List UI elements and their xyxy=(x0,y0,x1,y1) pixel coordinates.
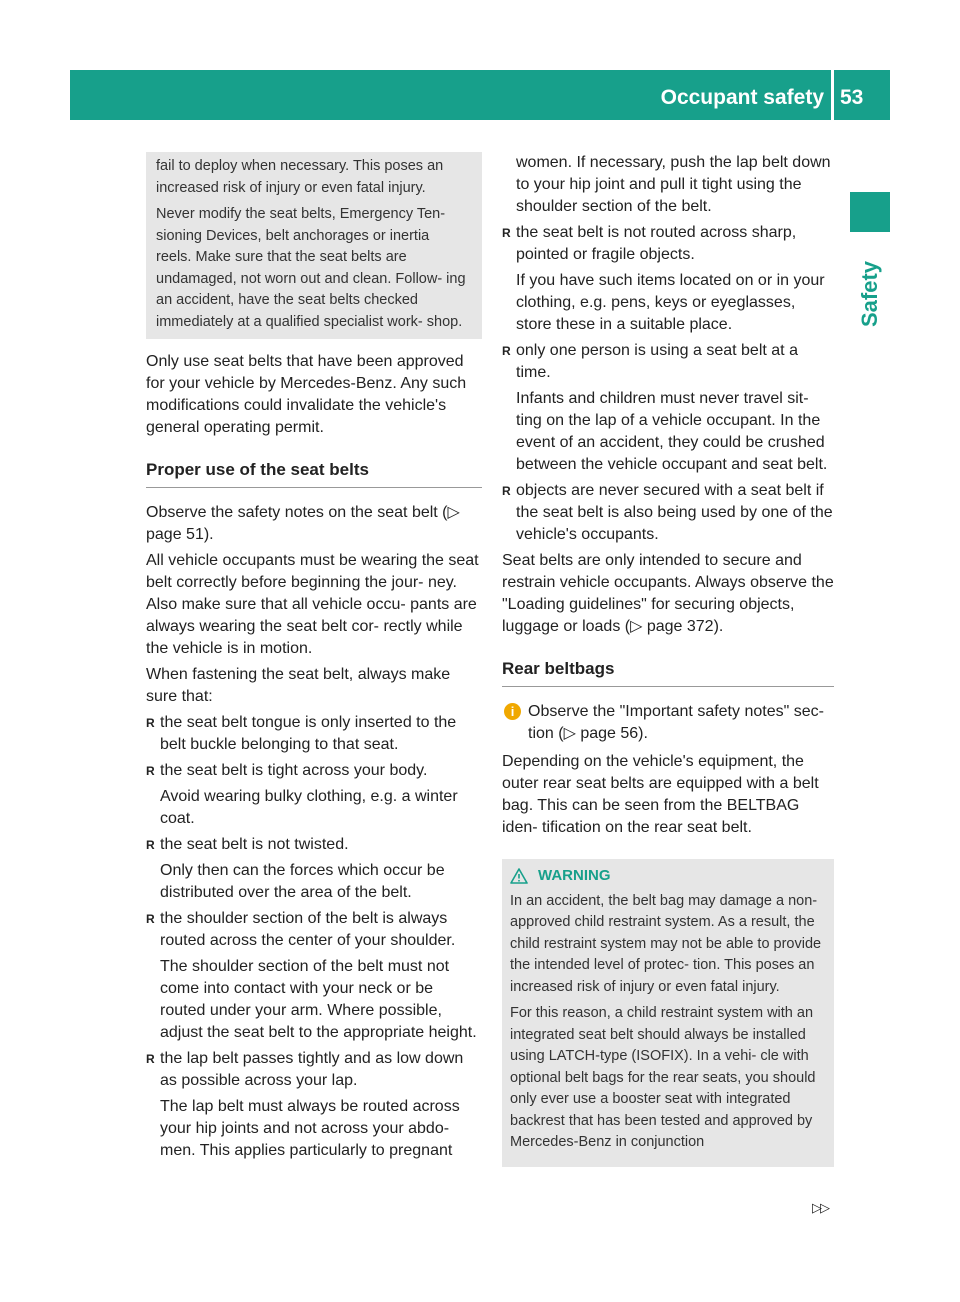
paragraph-depending: Depending on the vehicle's equipment, the outer rear seat belts are equipped with a belt bag. This can be seen from the BELTBAG iden- tification on the rear seat belt. xyxy=(502,753,819,836)
list-item-detail: Only then can the forces which occur be distributed over the area of the belt. xyxy=(160,862,445,901)
section-heading-rear-beltbags: Rear beltbags xyxy=(502,658,834,687)
paragraph-occupants: All vehicle occupants must be wearing the seat belt correctly before beginning the jour- ney. Also make sure that all vehicle occu- pants are always wearing the seat belt cor- rectly while the vehicle is in motion. xyxy=(146,552,479,657)
bullet-marker: R xyxy=(146,1052,155,1066)
list-item xyxy=(146,1048,482,1162)
header-bar xyxy=(70,70,890,120)
bullet-marker: R xyxy=(146,764,155,778)
warning-title: WARNING xyxy=(538,867,611,884)
page-number: 53 xyxy=(840,86,864,109)
paragraph-observe: Observe the safety notes on the seat belt (▷ page 51). xyxy=(146,504,460,543)
header-divider xyxy=(831,70,834,120)
list-item-text: the seat belt is not twisted. xyxy=(160,836,349,853)
paragraph-approved: Only use seat belts that have been approved for your vehicle by Mercedes-Benz. Any such modifications could invalidate the vehicle's general operating permit. xyxy=(146,353,467,436)
side-tab xyxy=(850,244,890,344)
list-item-text: objects are never secured with a seat belt if the seat belt is also being used by one of the vehicle's occupants. xyxy=(516,482,833,543)
list-item-detail: Infants and children must never travel sit- ting on the lap of a vehicle occupant. In the event of an accident, they could be crushed between the vehicle occupant and seat belt. xyxy=(516,390,828,473)
left-column xyxy=(146,152,482,1166)
warning-box xyxy=(502,859,834,1167)
side-tab-marker xyxy=(850,192,890,232)
list-item-text: the seat belt tongue is only inserted to the belt buckle belonging to that seat. xyxy=(160,714,457,753)
bullet-list xyxy=(146,712,482,1162)
paragraph-intended: Seat belts are only intended to secure and restrain vehicle occupants. Always observe the "Loading guidelines" for securing objects, luggage or loads (▷ page 372). xyxy=(502,552,834,635)
list-item xyxy=(502,340,834,476)
list-item xyxy=(146,834,482,904)
list-item-detail: The lap belt must always be routed across your hip joints and not across your abdo- men. This applies particularly to pregnant xyxy=(160,1098,460,1159)
warning-paragraph: For this reason, a child restraint system with an integrated seat belt should always be installed using LATCH-type (ISOFIX). In a vehi- cle with optional belt bags for the rear seats, you should only ever use a booster seat with integrated backrest that has been tested and approved by Mercedes-Benz in conjunction xyxy=(510,1005,816,1150)
bullet-marker: R xyxy=(146,716,155,730)
warning-paragraph: In an accident, the belt bag may damage a non-approved child restraint system. As a result, the child restraint system may not be able to provide the intended level of protec- tion. This poses an increased risk of injury or even fatal injury. xyxy=(510,892,822,995)
warning-header xyxy=(510,865,824,887)
warning-triangle-icon xyxy=(510,868,528,884)
bullet-marker: R xyxy=(146,838,155,852)
list-item-detail: If you have such items located on or in your clothing, e.g. pens, keys or eyeglasses, store these in a suitable place. xyxy=(516,272,825,333)
side-tab-label: Safety xyxy=(857,260,882,328)
section-heading-proper-use: Proper use of the seat belts xyxy=(146,459,482,488)
info-icon: i xyxy=(504,703,521,720)
note-paragraph: fail to deploy when necessary. This poses an increased risk of injury or even fatal injury. xyxy=(156,158,444,196)
list-item xyxy=(146,760,482,830)
list-item xyxy=(502,222,834,336)
bullet-marker: R xyxy=(502,226,511,240)
list-item-text: the lap belt passes tightly and as low down as possible across your lap. xyxy=(160,1050,464,1089)
page-title: Occupant safety xyxy=(660,86,824,109)
bullet-marker: R xyxy=(146,912,155,926)
list-item xyxy=(146,908,482,1044)
list-item xyxy=(502,480,834,546)
info-note xyxy=(502,701,834,745)
right-column xyxy=(502,152,834,1167)
list-item xyxy=(146,712,482,756)
list-item-text: the seat belt is not routed across sharp, pointed or fragile objects. xyxy=(516,224,797,263)
list-item-detail: Avoid wearing bulky clothing, e.g. a winter coat. xyxy=(160,788,458,827)
list-item-text: only one person is using a seat belt at a time. xyxy=(516,342,798,381)
info-note-text: Observe the "Important safety notes" sec- tion (▷ page 56). xyxy=(528,703,824,742)
list-item-text: the shoulder section of the belt is always routed across the center of your shoulder. xyxy=(160,910,456,949)
continue-arrow-icon: ▷▷ xyxy=(812,1200,828,1215)
warning-continuation-box xyxy=(146,152,482,339)
bullet-marker: R xyxy=(502,344,511,358)
paragraph-fastening: When fastening the seat belt, always make sure that: xyxy=(146,666,451,705)
list-item-text: the seat belt is tight across your body. xyxy=(160,762,428,779)
list-item-detail: The shoulder section of the belt must not come into contact with your neck or be routed under your arm. Where possible, adjust the seat belt to the appropriate height. xyxy=(160,958,477,1041)
continued-text: women. If necessary, push the lap belt down to your hip joint and pull it tight using the shoulder section of the belt. xyxy=(516,154,831,215)
bullet-list xyxy=(502,222,834,546)
bullet-marker: R xyxy=(502,484,511,498)
note-paragraph: Never modify the seat belts, Emergency Ten- sioning Devices, belt anchorages or inertia reels. Make sure that the seat belts are undamaged, not worn out and clean. Follow- ing an accident, have the seat belts checked immediately at a qualified specialist work- shop. xyxy=(156,206,466,330)
